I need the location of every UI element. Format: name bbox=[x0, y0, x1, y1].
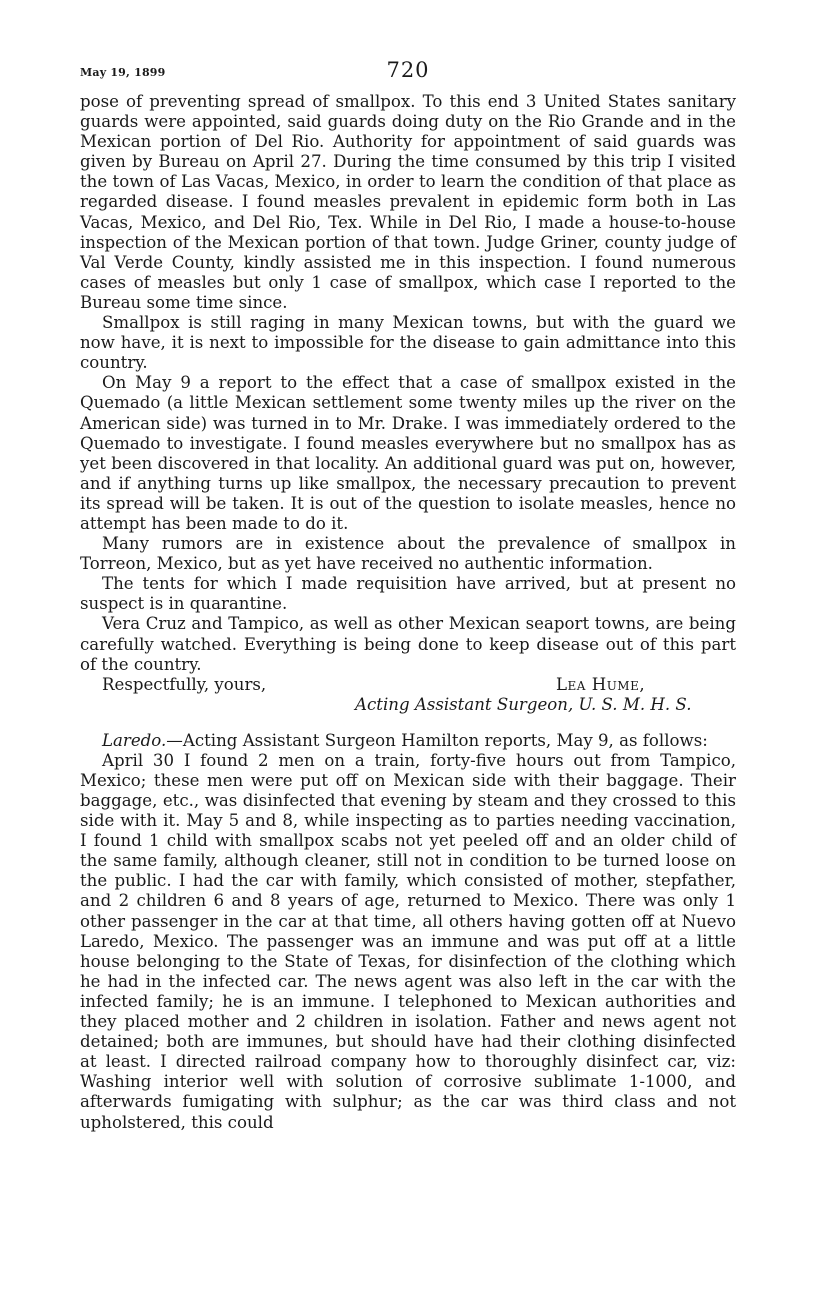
paragraph: The tents for which I made requisition have arrived, but at present no suspect is in quarantine. bbox=[80, 574, 736, 614]
signature-name: Lea Hume, bbox=[556, 674, 646, 694]
page-header bbox=[80, 58, 736, 92]
salutation: Respectfully, yours, bbox=[102, 674, 267, 694]
paragraph: Vera Cruz and Tampico, as well as other Mexican seaport towns, are being carefully watched. Everything is being done to keep disease out of this part of the country. bbox=[80, 614, 736, 674]
document-page bbox=[80, 58, 736, 1133]
paragraph: Smallpox is still raging in many Mexican towns, but with the guard we now have, it is next to impossible for the disease to gain admittance into this country. bbox=[80, 313, 736, 373]
paragraph: On May 9 a report to the effect that a case of smallpox existed in the Quemado (a little Mexican settlement some twenty miles up the river on the American side) was turned in to Mr. Drake. I was immediately ordered to the Quemado to investigate. I found measles everywhere but no smallpox has as yet been discovered in that locality. An additional guard was put on, however, and if anything turns up like smallpox, the necessary precaution to prevent its spread will be taken. It is out of the question to isolate measles, hence no attempt has been made to do it. bbox=[80, 373, 736, 533]
section-spacer bbox=[80, 715, 736, 731]
laredo-intro-text: —Acting Assistant Surgeon Hamilton reports, May 9, as follows: bbox=[166, 730, 708, 750]
page-number: 720 bbox=[386, 58, 430, 82]
laredo-section bbox=[80, 731, 736, 1133]
paragraph: Many rumors are in existence about the prevalence of smallpox in Torreon, Mexico, but as yet have received no authentic information. bbox=[80, 534, 736, 574]
paragraph-continuation: pose of preventing spread of smallpox. To this end 3 United States sanitary guards were appointed, said guards doing duty on the Rio Grande and in the Mexican portion of Del Rio. Authority for appointment of said guards was given by Bureau on April 27. During the time consumed by this trip I visited the town of Las Vacas, Mexico, in order to learn the condition of that place as regarded disease. I found measles prevalent in epidemic form both in Las Vacas, Mexico, and Del Rio, Tex. While in Del Rio, I made a house-to-house inspection of the Mexican portion of that town. Judge Griner, county judge of Val Verde County, kindly assisted me in this inspection. I found numerous cases of measles but only 1 case of smallpox, which case I reported to the Bureau some time since. bbox=[80, 92, 736, 312]
report-body bbox=[80, 92, 736, 675]
laredo-intro bbox=[80, 731, 736, 751]
paragraph: April 30 I found 2 men on a train, forty-five hours out from Tampico, Mexico; these men were put off on Mexican side with their baggage. Their baggage, etc., was disinfected that evening by steam and they crossed to this side with it. May 5 and 8, while inspecting as to parties needing vaccination, I found 1 child with smallpox scabs not yet peeled off and an older child of the same family, although cleaner, still not in condition to be turned loose on the public. I had the car with family, which consisted of mother, stepfather, and 2 children 6 and 8 years of age, returned to Mexico. There was only 1 other passenger in the car at that time, all others having gotten off at Nuevo Laredo, Mexico. The passenger was an immune and was put off at a little house belonging to the State of Texas, for disinfection of the clothing which he had in the infected car. The news agent was also left in the car with the infected family; he is an immune. I telephoned to Mexican authorities and they placed mother and 2 children in isolation. Father and news agent not detained; both are immunes, but should have had their clothing disinfected at least. I directed railroad company how to thoroughly disinfect car, viz: Washing interior well with solution of corrosive sublimate 1-1000, and afterwards fumigating with sulphur; as the car was third class and not upholstered, this could bbox=[80, 750, 736, 1132]
place-heading: Laredo. bbox=[102, 730, 167, 750]
signature-title: Acting Assistant Surgeon, U. S. M. H. S. bbox=[355, 694, 692, 714]
report-date: May 19, 1899 bbox=[80, 66, 166, 79]
letter-closing bbox=[80, 675, 736, 715]
